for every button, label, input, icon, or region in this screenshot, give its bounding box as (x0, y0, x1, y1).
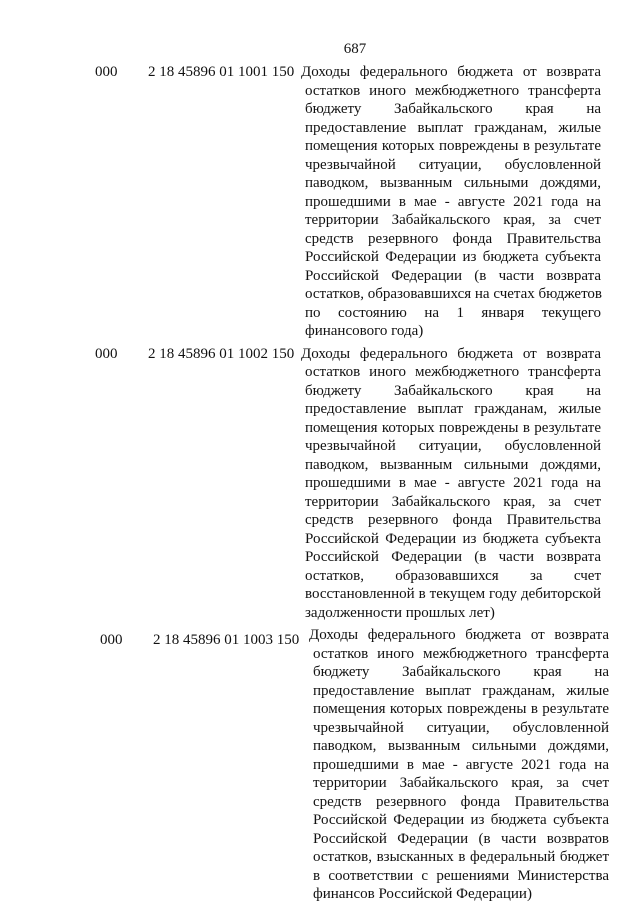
row-description (309, 626, 609, 904)
admin-code: 000 (95, 64, 118, 80)
description-line: чрезвычайной ситуации, обусловленной (305, 156, 601, 173)
description-line: в соответствии с решениями Министерства (313, 867, 609, 884)
description-line: территории Забайкальского края, за счет (305, 212, 601, 228)
description-line: территории Забайкальского края, за счет (305, 493, 601, 510)
kbk-code: 2 18 45896 01 1001 150 (148, 64, 295, 80)
description-line: финансового года) (305, 323, 424, 339)
description-line: предоставление выплат гражданам, жилые (313, 682, 609, 699)
description-line: чрезвычайной ситуации, обусловленной (305, 438, 601, 454)
description-line: Российской Федерации из бюджета субъекта (305, 530, 601, 547)
description-line: Доходы федерального бюджета от возврата (301, 345, 601, 362)
description-line: остатков, взысканных в федеральный бюджет (313, 849, 609, 865)
description-line: Доходы федерального бюджета от возврата (301, 64, 601, 80)
description-line: прошедшими в мае - августе 2021 года на (305, 475, 601, 491)
description-line: паводком, вызванным сильными дождями, (305, 175, 601, 191)
description-line: помещения которых повреждены в результате (313, 701, 609, 717)
description-line: бюджету Забайкальского края на (305, 101, 601, 117)
description-line: остатков, образовавшихся за счет (305, 567, 601, 584)
kbk-code: 2 18 45896 01 1002 150 (148, 345, 295, 362)
description-line: помещения которых повреждены в результате (305, 138, 601, 154)
admin-code: 000 (100, 632, 123, 648)
description-line: задолженности прошлых лет) (305, 604, 495, 621)
description-line: Российской Федерации из бюджета субъекта (313, 812, 609, 828)
description-line: прошедшими в мае - августе 2021 года на (305, 193, 601, 210)
classification-table (0, 63, 640, 908)
admin-code: 000 (95, 345, 118, 362)
description-line: предоставление выплат гражданам, жилые (305, 401, 601, 417)
kbk-code: 2 18 45896 01 1003 150 (153, 632, 300, 648)
description-line: Российской Федерации (в части возвратов (313, 830, 609, 847)
row-description (301, 345, 601, 623)
description-line: паводком, вызванным сильными дождями, (305, 456, 601, 473)
description-line: остатков, образовавшихся на счетах бюджетов (305, 286, 603, 302)
table-row (0, 626, 640, 904)
description-line: восстановленной в текущем году дебиторской (305, 586, 601, 602)
description-line: остатков иного межбюджетного трансферта (313, 645, 609, 662)
page-number: 687 (343, 41, 367, 57)
description-line: бюджету Забайкальского края на (305, 382, 601, 399)
description-line: паводком, вызванным сильными дождями, (313, 738, 609, 754)
description-line: остатков иного межбюджетного трансферта (305, 82, 601, 99)
description-line: Российской Федерации (в части возврата (305, 267, 601, 284)
table-row (0, 345, 640, 623)
description-line: Российской Федерации из бюджета субъекта (305, 249, 601, 265)
description-line: остатков иного межбюджетного трансферта (305, 364, 601, 380)
description-line: предоставление выплат гражданам, жилые (305, 119, 601, 136)
description-line: Доходы федерального бюджета от возврата (309, 627, 609, 643)
description-line: финансов Российской Федерации) (313, 886, 532, 902)
description-line: бюджету Забайкальского края на (313, 664, 609, 680)
description-line: средств резервного фонда Правительства (313, 793, 609, 810)
row-description (301, 63, 603, 341)
description-line: средств резервного фонда Правительства (305, 230, 601, 247)
description-line: по состоянию на 1 января текущего (305, 304, 601, 321)
description-line: территории Забайкальского края, за счет (313, 775, 609, 791)
description-line: Российской Федерации (в части возврата (305, 549, 601, 565)
table-row (0, 63, 640, 341)
description-line: чрезвычайной ситуации, обусловленной (313, 719, 609, 736)
description-line: средств резервного фонда Правительства (305, 512, 601, 528)
description-line: прошедшими в мае - августе 2021 года на (313, 756, 609, 773)
description-line: помещения которых повреждены в результате (305, 419, 601, 436)
